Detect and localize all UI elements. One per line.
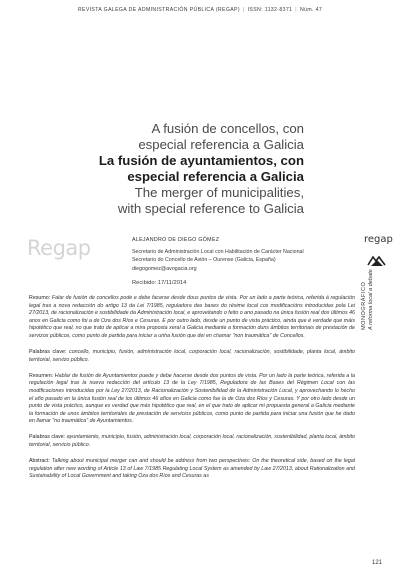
keywords-spanish-text: ayuntamiento, municipio, fusión, administración local, corporación local, racionalización, sostenibilidad, planta local, ámbito territorial, servicio público. (29, 434, 355, 448)
section-sidebar (361, 260, 375, 330)
section-label: MONOGRÁFICO (361, 281, 367, 330)
abstract-spanish-label: Resumen: (29, 372, 54, 379)
title-spanish-line-1: La fusión de ayuntamientos, con (98, 153, 304, 168)
title-english-line-2: with special reference to Galicia (117, 200, 304, 216)
page-number: 121 (372, 560, 383, 566)
title-spanish (92, 153, 304, 184)
title-galician-line-1: A fusión de concellos, con (151, 121, 304, 136)
author-email: diegogomez@avogacia.org (132, 265, 197, 272)
abstract-spanish-text: Hablar de fusión de Ayuntamientos puede y debe hacerse desde dos puntos de vista. Por un lado la parte teórica, referida a la regulación legal tras la nueva redacción del artículo 13 de la Ley 7/1985, Reguladora de las Bases del Régimen Local con las modificaciones introducidas por la Ley 27/2013, de Racionalización y Sostenibilidad de la Administración Local, y aprovechando lo hecho el año pasado en la única fusión real de los últimos 46 años en Galicia como fue la de Oza dos Ríos y Cesuras. Y por otro lado desde un punto de vista práctico, aunque es verdad que más hipotético que real, en el que trato de aplicar mi propuesta general a Galicia mediante la formación de unos ámbitos territoriales de prestación de servicios públicos, como punto de partida para iniciar una fusión que he dado en llamar "no traumática" de Ayuntamientos. (29, 372, 355, 425)
keywords-galician-text: concello, municipio, fusión, administración local, corporación local, racionalización, sostibilidade, planta local, ámbito territorial, servizo público. (29, 349, 355, 363)
author-block (132, 236, 347, 287)
keywords-galician (29, 349, 355, 364)
author-affiliation-1: Secretario de Administración Local con Habilitación de Carácter Nacional (132, 249, 304, 256)
keywords-spanish-label: Palabras clave: (29, 434, 66, 441)
article-titles (92, 121, 304, 216)
author-affiliation-2: Secretario do Concello de Avión – Ourense (Galicia, España) (132, 257, 276, 264)
title-english-line-1: The merger of municipalities, (134, 185, 304, 200)
title-galician (92, 121, 304, 152)
title-spanish-line-2: especial referencia a Galicia (127, 168, 304, 184)
regap-logo: regap (364, 234, 393, 245)
abstract-galician-text: Falar de fusión de concellos pode e debe facerse desde dous puntos de vista. Por un lado a parte teórica, referida á regulación legal tras a nova redacción do artigo 13 da Lei 7/1985, reguladora das bases do réxime local cos modificacións introducidas pola Lei 27/2013, de racionalización e sostibilidade da Administración local, e aproveitando o feito o ano pasado na única fusión real dos últimos 46 anos en Galicia como foi a de Oza dos Ríos e Cesuras. E por outro lado, desde un punto de vista práctico, ainda que é verdade que máis hipotético que real, no que trato de aplicar a mira proposta xeral a Galicia mediante a formación duns ámbitos territoriais de prestación de servizos públicos, como punto de partida para iniciar a unha fusión que dei en chamar "non traumática" de Concellos. (29, 295, 355, 339)
section-topic: A reforma local a debate (368, 269, 374, 330)
abstract-english (29, 458, 355, 481)
received-date: Recibido: 17/11/2014 (132, 279, 187, 286)
author-name: ALEJANDRO DE DIEGO GÓMEZ (132, 237, 220, 243)
article-body (29, 295, 355, 489)
title-galician-line-2: especial referencia a Galicia (138, 136, 304, 152)
regap-watermark-logo: Regap (27, 236, 91, 260)
journal-name: REVISTA GALEGA DE ADMINISTRACIÓN PÚBLICA (REGAP) (77, 7, 240, 13)
journal-header: REVISTA GALEGA DE ADMINISTRACIÓN PÚBLICA (REGAP) | ISSN: 1132-8371 | Núm. 47 (77, 7, 323, 13)
abstract-english-label: Abstract: (29, 458, 50, 465)
issn: ISSN: 1132-8371 (247, 7, 293, 13)
title-english (92, 185, 304, 216)
keywords-galician-label: Palabras clave: (29, 349, 67, 356)
abstract-galician (29, 295, 355, 341)
abstract-english-text: Talking about municipal merger can and should be address from two perspectives: On the theoretical side, based on the legal regulation after new wording of Article 13 of Law 7/1985 Regulating Local System as amended by Law 27/2013, about Rationalization and Sustainability of Local Government and taking Oza dos Ríos and Cesuras as (29, 458, 355, 480)
abstract-galician-label: Resumo: (29, 295, 51, 301)
issue-number: Núm. 47 (300, 7, 323, 13)
keywords-spanish (29, 434, 355, 449)
abstract-spanish (29, 373, 355, 426)
